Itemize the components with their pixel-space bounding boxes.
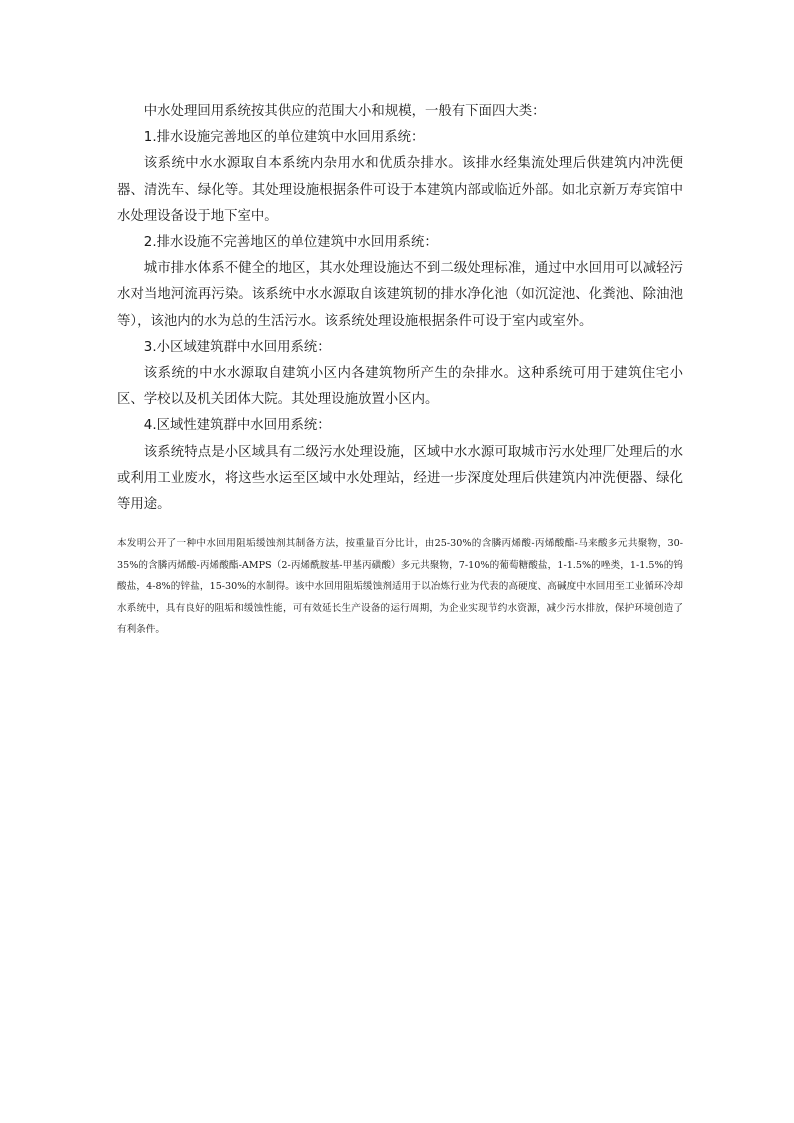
intro-paragraph: 中水处理回用系统按其供应的范围大小和规模，一般有下面四大类： — [143, 104, 546, 119]
section-heading-4: 4.区域性建筑群中水回用系统： — [143, 418, 331, 434]
section-paragraph-3: 该系统的中水水源取自建筑小区内各建筑物所产生的杂排水。这种系统可用于建筑住宅小区、学校以及机关团体大院。其处理设施放置小区内。 — [117, 366, 683, 408]
section-heading-3: 3.小区域建筑群中水回用系统： — [143, 339, 331, 355]
section-heading-2: 2.排水设施不完善地区的单位建筑中水回用系统： — [143, 235, 438, 251]
section-paragraph-2: 城市排水体系不健全的地区，其水处理设施达不到二级处理标准，通过中水回用可以减轻污水对当地河流再污染。该系统中水水源取自该建筑韧的排水净化池（如沉淀池、化粪池、除油池等），该池内的水为总的生活污水。该系统处理设施根据条件可设于室内或室外。 — [117, 261, 683, 329]
section-paragraph-1: 该系统中水水源取自本系统内杂用水和优质杂排水。该排水经集流处理后供建筑内冲洗便器、清洗车、绿化等。其处理设施根据条件可设于本建筑内部或临近外部。如北京新万寿宾馆中水处理设备设于地下室中。 — [117, 156, 683, 224]
main-text-block — [117, 99, 683, 518]
abstract-paragraph: 本发明公开了一种中水回用阻垢缓蚀剂其制备方法，按重量百分比计，由25-30%的含膦丙烯酸-丙烯酸酯-马来酸多元共聚物，30-35%的含膦丙烯酸-丙烯酸酯-AMPS（2-丙烯酰胺基-甲基丙磺酸）多元共聚物，7-10%的葡萄糖酸盐，1-1.5%的唑类，1-1.5%的钨酸盐，4-8%的锌盐，15-30%的水制得。该中水回用阻垢缓蚀剂适用于以冶炼行业为代表的高硬度、高碱度中水回用至工业循环冷却水系统中，具有良好的阻垢和缓蚀性能，可有效延长生产设备的运行周期，为企业实现节约水资源，减少污水排放，保护环境创造了有利条件。 — [117, 538, 683, 635]
section-paragraph-4: 该系统特点是小区域具有二级污水处理设施，区域中水水源可取城市污水处理厂处理后的水或利用工业废水，将这些水运至区域中水处理站，经进一步深度处理后供建筑内冲洗便器、绿化等用途。 — [117, 444, 683, 513]
section-heading-1: 1.排水设施完善地区的单位建筑中水回用系统： — [143, 130, 425, 146]
